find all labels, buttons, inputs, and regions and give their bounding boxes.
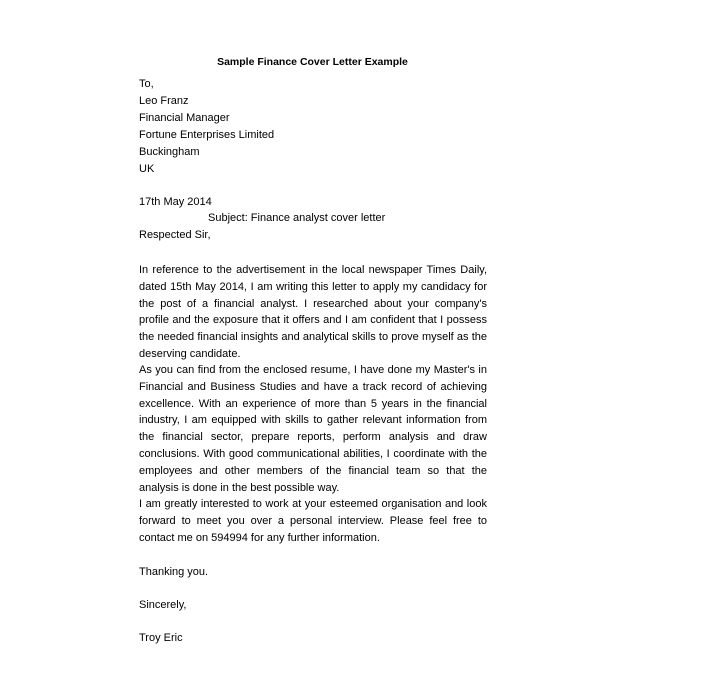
- recipient-position: Financial Manager: [139, 112, 230, 124]
- salutation: Respected Sir,: [139, 229, 211, 241]
- body-paragraph-2: As you can find from the enclosed resume, I have done my Master's in Financial and Business Studies and have a track record of achieving excellence. With an experience of more than 5 years in the financial industry, I am equipped with skills to gather relevant information from the financial sector, prepare reports, perform analysis and draw conclusions. With good communicational abilities, I coordinate with the employees and other members of the financial team so that the analysis is done in the best possible way.: [139, 364, 487, 494]
- recipient-to: To,: [139, 78, 154, 90]
- recipient-city: Buckingham: [139, 146, 200, 158]
- letter-title: Sample Finance Cover Letter Example: [217, 56, 408, 68]
- body-paragraph-1: In reference to the advertisement in the local newspaper Times Daily, dated 15th May 2014, I am writing this letter to apply my candidacy for the post of a financial analyst. I researched about your company's profile and the exposure that it offers and I am confident that I possess the needed financial insights and analytical skills to prove myself as the deserving candidate.: [139, 264, 487, 360]
- letter-date: 17th May 2014: [139, 196, 212, 208]
- recipient-country: UK: [139, 163, 155, 175]
- signature-name: Troy Eric: [139, 632, 183, 644]
- recipient-name: Leo Franz: [139, 95, 189, 107]
- body-paragraph-3: I am greatly interested to work at your esteemed organisation and look forward to meet you over a personal interview. Please feel free to contact me on 594994 for any further information.: [139, 498, 487, 544]
- thanks-line: Thanking you.: [139, 566, 209, 578]
- letter-subject: Subject: Finance analyst cover letter: [208, 212, 386, 224]
- recipient-company: Fortune Enterprises Limited: [139, 129, 275, 141]
- closing-line: Sincerely,: [139, 599, 187, 611]
